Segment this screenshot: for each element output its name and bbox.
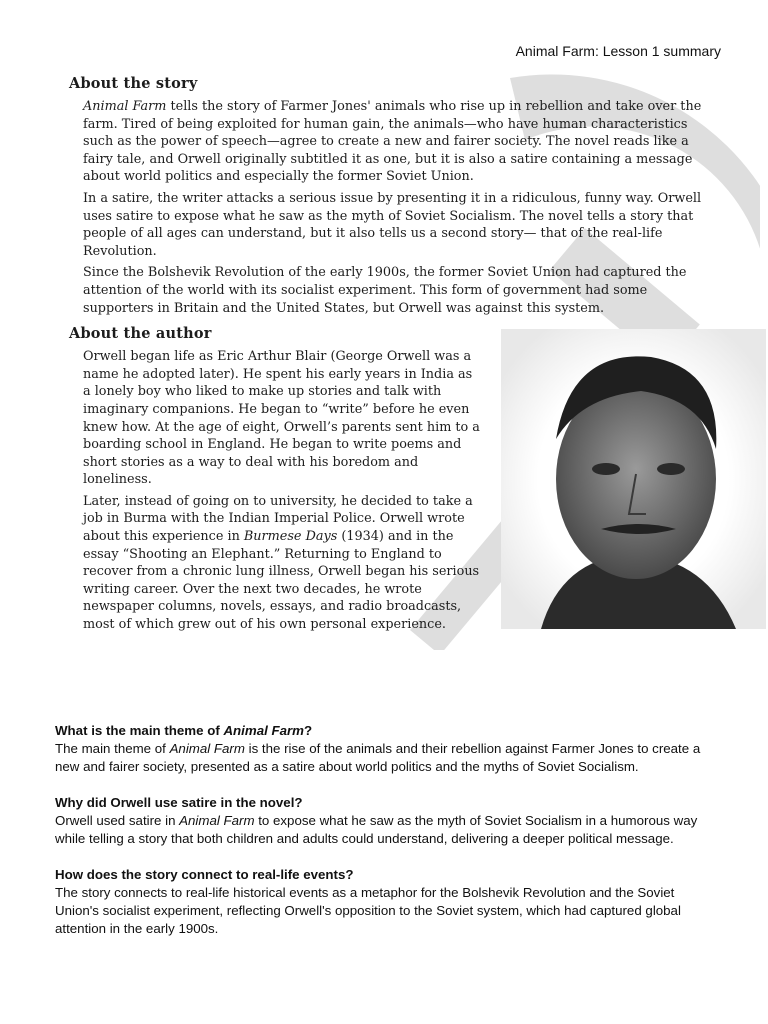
question-3: How does the story connect to real-life events? xyxy=(55,867,354,882)
about-author-section xyxy=(55,325,705,634)
about-story-section xyxy=(55,75,705,317)
story-paragraph-1: Animal Farm tells the story of Farmer Jones' animals who rise up in rebellion and take over the farm. Tired of being exploited for human gain, the animals—who have human characteristics such as the power of speech—agree to create a new and fairer society. The novel reads like a fairy tale, and Orwell originally subtitled it as one, but it is also a satire containing a message about world politics and especially the former Soviet Union. xyxy=(83,99,702,185)
scanned-page xyxy=(55,75,705,638)
author-paragraph-1: Orwell began life as Eric Arthur Blair (George Orwell was a name he adopted later). He spent his early years in India as a lonely boy who liked to make up stories and talk with imaginary companions. He began to “write” before he even knew how. At the age of eight, Orwell’s parents sent him to a boarding school in England. He began to write poems and short stories as a way to deal with his boredom and loneliness. xyxy=(83,349,480,488)
answer-3: The story connects to real-life historical events as a metaphor for the Bolshevik Revolution and the Soviet Union's socialist experiment, reflecting Orwell's opposition to the Soviet system, which had captured global attention in the early 1900s. xyxy=(55,885,681,936)
story-paragraph-2: In a satire, the writer attacks a serious issue by presenting it in a ridiculous, funny way. Orwell uses satire to expose what he saw as the myth of Soviet Socialism. The novel tells a story that people of all ages can understand, but it also tells us a second story— that of the real-life Revolution. xyxy=(83,190,702,259)
book-title: Animal Farm xyxy=(83,99,167,114)
story-heading: About the story xyxy=(69,75,198,92)
answer-1: The main theme of Animal Farm is the rise of the animals and their rebellion against Farmer Jones to create a new and fairer society, presented as a satire about world politics and the myths of Soviet Socialism. xyxy=(55,741,701,774)
document-header: Animal Farm: Lesson 1 summary xyxy=(515,43,721,59)
question-1: What is the main theme of Animal Farm? xyxy=(55,723,313,738)
book-title: Burmese Days xyxy=(243,529,338,545)
author-paragraph-2: Later, instead of going on to university, he decided to take a job in Burma with the Indian Imperial Police. Orwell wrote about this experience in Burmese Days (1934) and in the essay “Shooting an Elephant.” Returning to England to recover from a chronic lung illness, Orwell began his serious writing career. Over the next two decades, he wrote newspaper columns, novels, essays, and radio broadcasts, most of which grew out of his own personal experience. xyxy=(83,493,480,633)
author-heading: About the author xyxy=(69,325,212,343)
qa-section xyxy=(55,722,715,956)
story-paragraph-3: Since the Bolshevik Revolution of the early 1900s, the former Soviet Union had captured the attention of the world with its socialist experiment. This form of government had some supporters in Britain and the United States, but Orwell was against this system. xyxy=(83,265,687,316)
question-2: Why did Orwell use satire in the novel? xyxy=(55,795,303,810)
author-portrait-image xyxy=(501,329,766,629)
answer-2: Orwell used satire in Animal Farm to expose what he saw as the myth of Soviet Socialism in a humorous way while telling a story that both children and adults could understand, delivering a deeper political message. xyxy=(55,813,698,846)
